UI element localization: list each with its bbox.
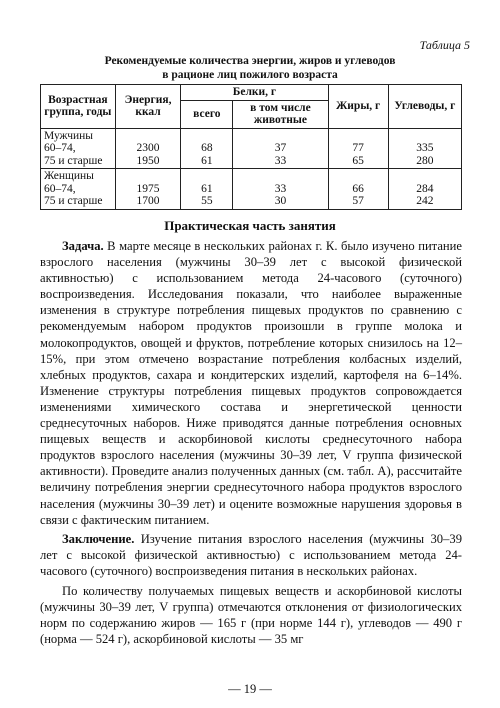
fats-value: 65 [352, 154, 364, 167]
protein-animal-value: 30 [274, 195, 287, 207]
energy-cell [115, 128, 181, 169]
protein-animal-value: 33 [274, 154, 287, 167]
protein-animal-cell [233, 128, 328, 169]
fats-cell [328, 169, 388, 210]
conclusion-paragraph [40, 531, 462, 579]
protein-animal-value: 33 [274, 182, 287, 195]
header-proteins-animal: в том числе животные [233, 100, 328, 128]
protein-total-value: 61 [201, 154, 213, 167]
analysis-paragraph: По количеству получаемых пищевых веществ и аскорбиновой кислоты (мужчины 30–39 лет, V группа) отмечаются отклонения от физиологических норм по содержанию жиров — 165 г (при норме 144 г), углеводов — 490 г (норма — 524 г), аскорбиновой кислоты — 35 мг [40, 583, 462, 647]
energy-value: 2300 [136, 142, 160, 154]
table-number-label: Таблица 5 [419, 38, 470, 52]
carbs-cell [388, 128, 461, 169]
protein-total-value: 68 [201, 142, 213, 154]
protein-animal-value: 37 [274, 142, 287, 154]
carbs-value: 242 [416, 195, 434, 207]
table-caption [40, 54, 460, 82]
conclusion-label: Заключение. [62, 531, 135, 546]
carbs-value: 335 [416, 142, 434, 154]
table-caption-line-1: Рекомендуемые количества энергии, жиров и углеводов [104, 55, 396, 67]
header-fats: Жиры, г [328, 85, 388, 129]
page-number: — 19 — [228, 682, 272, 696]
fats-value: 66 [352, 182, 364, 195]
table-row-women [41, 169, 462, 210]
header-proteins: Белки, г [181, 85, 328, 101]
carbs-cell [388, 169, 461, 210]
group-cell [41, 169, 116, 210]
task-label: Задача. [62, 239, 104, 253]
carbs-value: 284 [416, 182, 434, 195]
header-age-group: Возрастная группа, годы [41, 85, 116, 129]
header-energy: Энергия, ккал [115, 85, 181, 129]
energy-value: 1700 [136, 195, 160, 207]
energy-value: 1975 [136, 182, 160, 195]
body-text [40, 238, 462, 647]
age-range: 60–74, [44, 142, 76, 154]
fats-cell [328, 128, 388, 169]
section-title: Практическая часть занятия [164, 218, 336, 233]
group-name: Женщины [44, 170, 94, 182]
header-carbs: Углеводы, г [388, 85, 461, 129]
table-row-men [41, 128, 462, 169]
nutrition-table [40, 84, 462, 210]
conclusion-text: Изучение питания взрослого населения (мужчины 30–39 лет с высокой физической активностью) с использованием метода 24-часового (суточного) воспроизведения питания в нескольких районах. [40, 531, 462, 578]
fats-value: 77 [352, 142, 364, 154]
protein-total-value: 55 [201, 195, 213, 207]
age-range: 60–74, [44, 182, 76, 195]
protein-total-cell [181, 128, 233, 169]
table-caption-line-2: в рационе лиц пожилого возраста [162, 69, 338, 81]
energy-cell [115, 169, 181, 210]
age-range: 75 и старше [44, 154, 103, 167]
age-range: 75 и старше [44, 195, 103, 207]
task-paragraph [40, 238, 462, 528]
fats-value: 57 [352, 195, 364, 207]
protein-animal-cell [233, 169, 328, 210]
header-proteins-total: всего [181, 100, 233, 128]
protein-total-value: 61 [201, 182, 213, 195]
group-name: Мужчины [44, 129, 94, 142]
energy-value: 1950 [136, 154, 160, 167]
group-cell [41, 128, 116, 169]
carbs-value: 280 [416, 154, 434, 167]
protein-total-cell [181, 169, 233, 210]
task-text: В марте месяце в нескольких районах г. К. было изучено питание взрослого населения (мужчины 30–39 лет с высокой физической активностью) с использованием метода 24-часового (суточного) воспроизведения. Исследования показали, что наиболее выраженные изменения в структуре потребления пищевых продуктов по сравнению с рекомендуемым набором продуктов произошли в группе молока и молокопродуктов, овощей и фруктов, потребление которых снизилось на 12–15%, при этом отмечено возрастание потребления колбасных изделий, хлебных продуктов, сахара и кондитерских изделий, картофеля на 6–14%. Изменение структуры потребления пищевых продуктов сопровождается изменениями химического состава и энергетической ценности среднесуточных наборов. Ниже приводятся данные потребления основных пищевых веществ и аскорбиновой кислоты среднесуточного набора продуктов взрослого населения (мужчины 30–39 лет, V группа физической активности). Проведите анализ полученных данных (см. табл. А), рассчитайте величину потребления энергии среднесуточного набора продуктов взрослого населения (мужчины 30–39 лет) и оцените возможные нарушения здоровья в связи с фактическим питанием. [40, 239, 462, 527]
